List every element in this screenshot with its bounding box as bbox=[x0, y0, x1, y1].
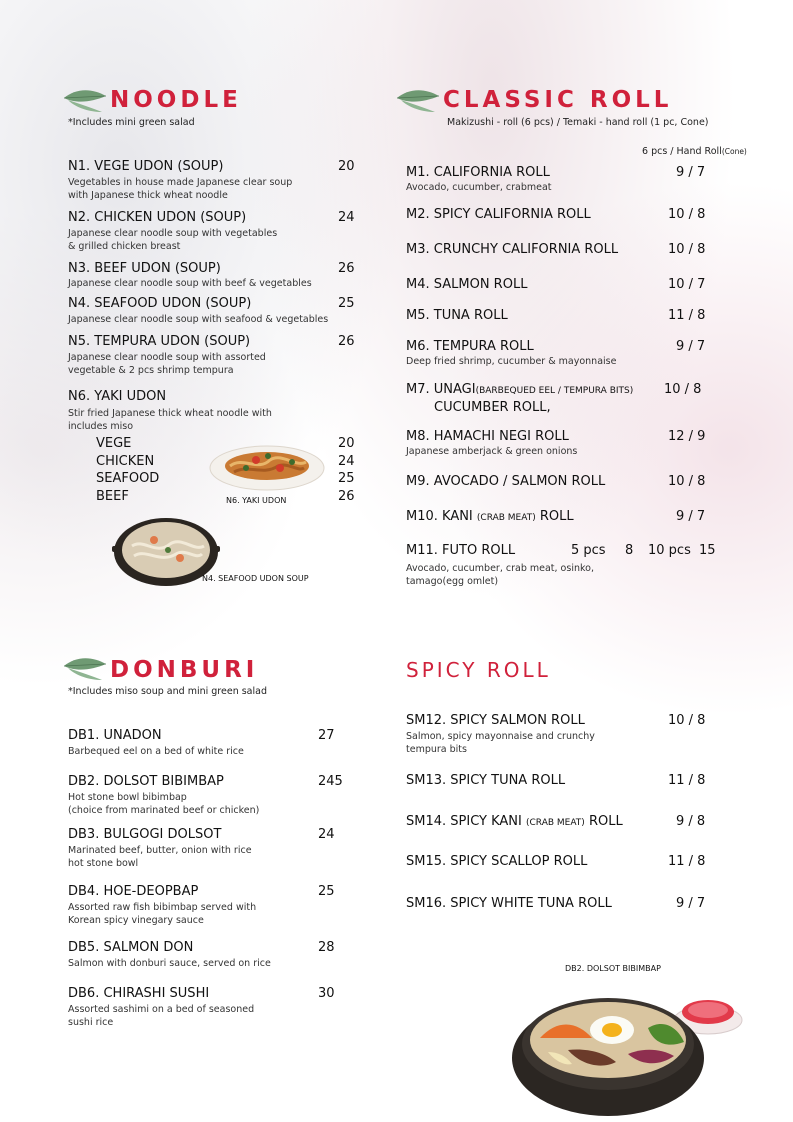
classic-item-name-cont: CUCUMBER ROLL, bbox=[434, 400, 551, 415]
classic-item-price: 9 / 7 bbox=[676, 165, 706, 180]
leaf-icon bbox=[62, 84, 108, 114]
classic-item-name: M2. SPICY CALIFORNIA ROLL bbox=[406, 207, 591, 222]
classic-item-price: 10 / 8 bbox=[668, 242, 706, 257]
classic-item-name: M10. KANI (CRAB MEAT) ROLL bbox=[406, 509, 574, 524]
classic-item-price: 9 / 7 bbox=[676, 339, 706, 354]
classic-item-name: M11. FUTO ROLL bbox=[406, 543, 516, 558]
noodle-item-desc: Japanese clear noodle soup with beef & vegetables bbox=[68, 278, 312, 289]
yaki-udon-image bbox=[208, 438, 326, 492]
spicy-item-name: SM12. SPICY SALMON ROLL bbox=[406, 713, 585, 728]
donburi-item-price: 245 bbox=[318, 774, 343, 789]
noodle-item-name: N1. VEGE UDON (SOUP) bbox=[68, 159, 224, 174]
donburi-item-desc: Assorted raw fish bibimbap served with Korean spicy vinegary sauce bbox=[68, 902, 257, 926]
classic-item-price: 10 / 8 bbox=[664, 382, 702, 397]
classic-item-name: M9. AVOCADO / SALMON ROLL bbox=[406, 474, 606, 489]
classic-item-price: 10 / 7 bbox=[668, 277, 706, 292]
spicy-item-price: 9 / 7 bbox=[676, 896, 706, 911]
noodle-note: *Includes mini green salad bbox=[68, 117, 195, 128]
yaki-option-name: SEAFOOD bbox=[96, 471, 160, 486]
noodle-item-desc: Japanese clear noodle soup with vegetables & grilled chicken breast bbox=[68, 228, 278, 252]
futo-size-a: 5 pcs bbox=[571, 543, 606, 558]
futo-size-b: 10 pcs bbox=[648, 543, 691, 558]
dolsot-bibimbap-image bbox=[508, 978, 758, 1118]
futo-price-b: 15 bbox=[699, 543, 716, 558]
classic-item-price: 12 / 9 bbox=[668, 429, 706, 444]
classic-item-name: M8. HAMACHI NEGI ROLL bbox=[406, 429, 569, 444]
noodle-item-name: N2. CHICKEN UDON (SOUP) bbox=[68, 210, 247, 225]
classic-roll-note: Makizushi - roll (6 pcs) / Temaki - hand roll (1 pc, Cone) bbox=[447, 117, 709, 128]
noodle-item-desc: Vegetables in house made Japanese clear soup with Japanese thick wheat noodle bbox=[68, 177, 293, 201]
yaki-option-price: 26 bbox=[338, 489, 355, 504]
leaf-icon bbox=[395, 84, 441, 114]
spicy-item-name: SM14. SPICY KANI (CRAB MEAT) ROLL bbox=[406, 814, 623, 829]
spicy-item-desc: Salmon, spicy mayonnaise and crunchy tempura bits bbox=[406, 731, 595, 755]
donburi-item-desc: Hot stone bowl bibimbap (choice from marinated beef or chicken) bbox=[68, 792, 260, 816]
classic-item-desc: Avocado, cucumber, crabmeat bbox=[406, 182, 552, 193]
yaki-option-name: CHICKEN bbox=[96, 454, 155, 469]
yaki-option-name: VEGE bbox=[96, 436, 132, 451]
classic-item-price: 10 / 8 bbox=[668, 474, 706, 489]
spicy-item-price: 10 / 8 bbox=[668, 713, 706, 728]
donburi-item-name: DB1. UNADON bbox=[68, 728, 162, 743]
classic-roll-title: CLASSIC ROLL bbox=[443, 87, 673, 113]
spicy-item-name: SM16. SPICY WHITE TUNA ROLL bbox=[406, 896, 612, 911]
donburi-item-price: 25 bbox=[318, 884, 335, 899]
noodle-item-desc: Stir fried Japanese thick wheat noodle with includes miso bbox=[68, 408, 272, 432]
spicy-item-price: 11 / 8 bbox=[668, 854, 706, 869]
donburi-note: *Includes miso soup and mini green salad bbox=[68, 686, 267, 697]
yaki-option-price: 25 bbox=[338, 471, 355, 486]
noodle-item-price: 26 bbox=[338, 334, 355, 349]
classic-item-desc: Avocado, cucumber, crab meat, osinko, tamago(egg omlet) bbox=[406, 563, 594, 587]
yaki-option-name: BEEF bbox=[96, 489, 129, 504]
donburi-item-price: 30 bbox=[318, 986, 335, 1001]
donburi-item-desc: Marinated beef, butter, onion with rice hot stone bowl bbox=[68, 845, 252, 869]
classic-item-price: 9 / 7 bbox=[676, 509, 706, 524]
noodle-title: NOODLE bbox=[110, 87, 242, 113]
donburi-item-desc: Assorted sashimi on a bed of seasoned sushi rice bbox=[68, 1004, 255, 1028]
futo-price-a: 8 bbox=[625, 543, 634, 558]
spicy-item-name: SM15. SPICY SCALLOP ROLL bbox=[406, 854, 588, 869]
classic-item-price: 10 / 8 bbox=[668, 207, 706, 222]
noodle-item-name: N4. SEAFOOD UDON (SOUP) bbox=[68, 296, 252, 311]
donburi-item-price: 28 bbox=[318, 940, 335, 955]
spicy-roll-title: SPICY ROLL bbox=[406, 658, 551, 682]
classic-item-name: M1. CALIFORNIA ROLL bbox=[406, 165, 550, 180]
donburi-item-desc: Salmon with donburi sauce, served on rice bbox=[68, 958, 271, 969]
classic-item-name: M5. TUNA ROLL bbox=[406, 308, 508, 323]
classic-item-name: M3. CRUNCHY CALIFORNIA ROLL bbox=[406, 242, 619, 257]
yaki-udon-caption: N6. YAKI UDON bbox=[226, 496, 287, 505]
noodle-item-name: N6. YAKI UDON bbox=[68, 389, 167, 404]
noodle-item-desc: Japanese clear noodle soup with assorted vegetable & 2 pcs shrimp tempura bbox=[68, 352, 266, 376]
classic-col-header: 6 pcs / Hand Roll(Cone) bbox=[642, 146, 747, 157]
spicy-item-price: 9 / 8 bbox=[676, 814, 706, 829]
donburi-item-name: DB4. HOE-DEOPBAP bbox=[68, 884, 199, 899]
spicy-item-name: SM13. SPICY TUNA ROLL bbox=[406, 773, 566, 788]
classic-item-desc: Japanese amberjack & green onions bbox=[406, 446, 578, 457]
spicy-item-price: 11 / 8 bbox=[668, 773, 706, 788]
donburi-item-name: DB3. BULGOGI DOLSOT bbox=[68, 827, 222, 842]
donburi-item-name: DB2. DOLSOT BIBIMBAP bbox=[68, 774, 224, 789]
classic-item-name: M4. SALMON ROLL bbox=[406, 277, 528, 292]
donburi-item-name: DB5. SALMON DON bbox=[68, 940, 194, 955]
seafood-udon-caption: N4. SEAFOOD UDON SOUP bbox=[202, 574, 309, 583]
classic-item-desc: Deep fried shrimp, cucumber & mayonnaise bbox=[406, 356, 617, 367]
classic-item-name: M7. UNAGI(BARBEQUED EEL / TEMPURA BITS) bbox=[406, 382, 634, 397]
donburi-item-name: DB6. CHIRASHI SUSHI bbox=[68, 986, 210, 1001]
donburi-item-desc: Barbequed eel on a bed of white rice bbox=[68, 746, 244, 757]
noodle-item-name: N3. BEEF UDON (SOUP) bbox=[68, 261, 221, 276]
noodle-item-name: N5. TEMPURA UDON (SOUP) bbox=[68, 334, 251, 349]
classic-item-price: 11 / 8 bbox=[668, 308, 706, 323]
leaf-icon bbox=[62, 652, 108, 682]
bibimbap-caption: DB2. DOLSOT BIBIMBAP bbox=[565, 964, 661, 973]
noodle-item-price: 25 bbox=[338, 296, 355, 311]
noodle-item-price: 20 bbox=[338, 159, 355, 174]
donburi-title: DONBURI bbox=[110, 657, 259, 683]
yaki-option-price: 20 bbox=[338, 436, 355, 451]
yaki-option-price: 24 bbox=[338, 454, 355, 469]
classic-item-name: M6. TEMPURA ROLL bbox=[406, 339, 534, 354]
noodle-item-price: 26 bbox=[338, 261, 355, 276]
donburi-item-price: 24 bbox=[318, 827, 335, 842]
donburi-item-price: 27 bbox=[318, 728, 335, 743]
noodle-item-desc: Japanese clear noodle soup with seafood & vegetables bbox=[68, 314, 329, 325]
noodle-item-price: 24 bbox=[338, 210, 355, 225]
